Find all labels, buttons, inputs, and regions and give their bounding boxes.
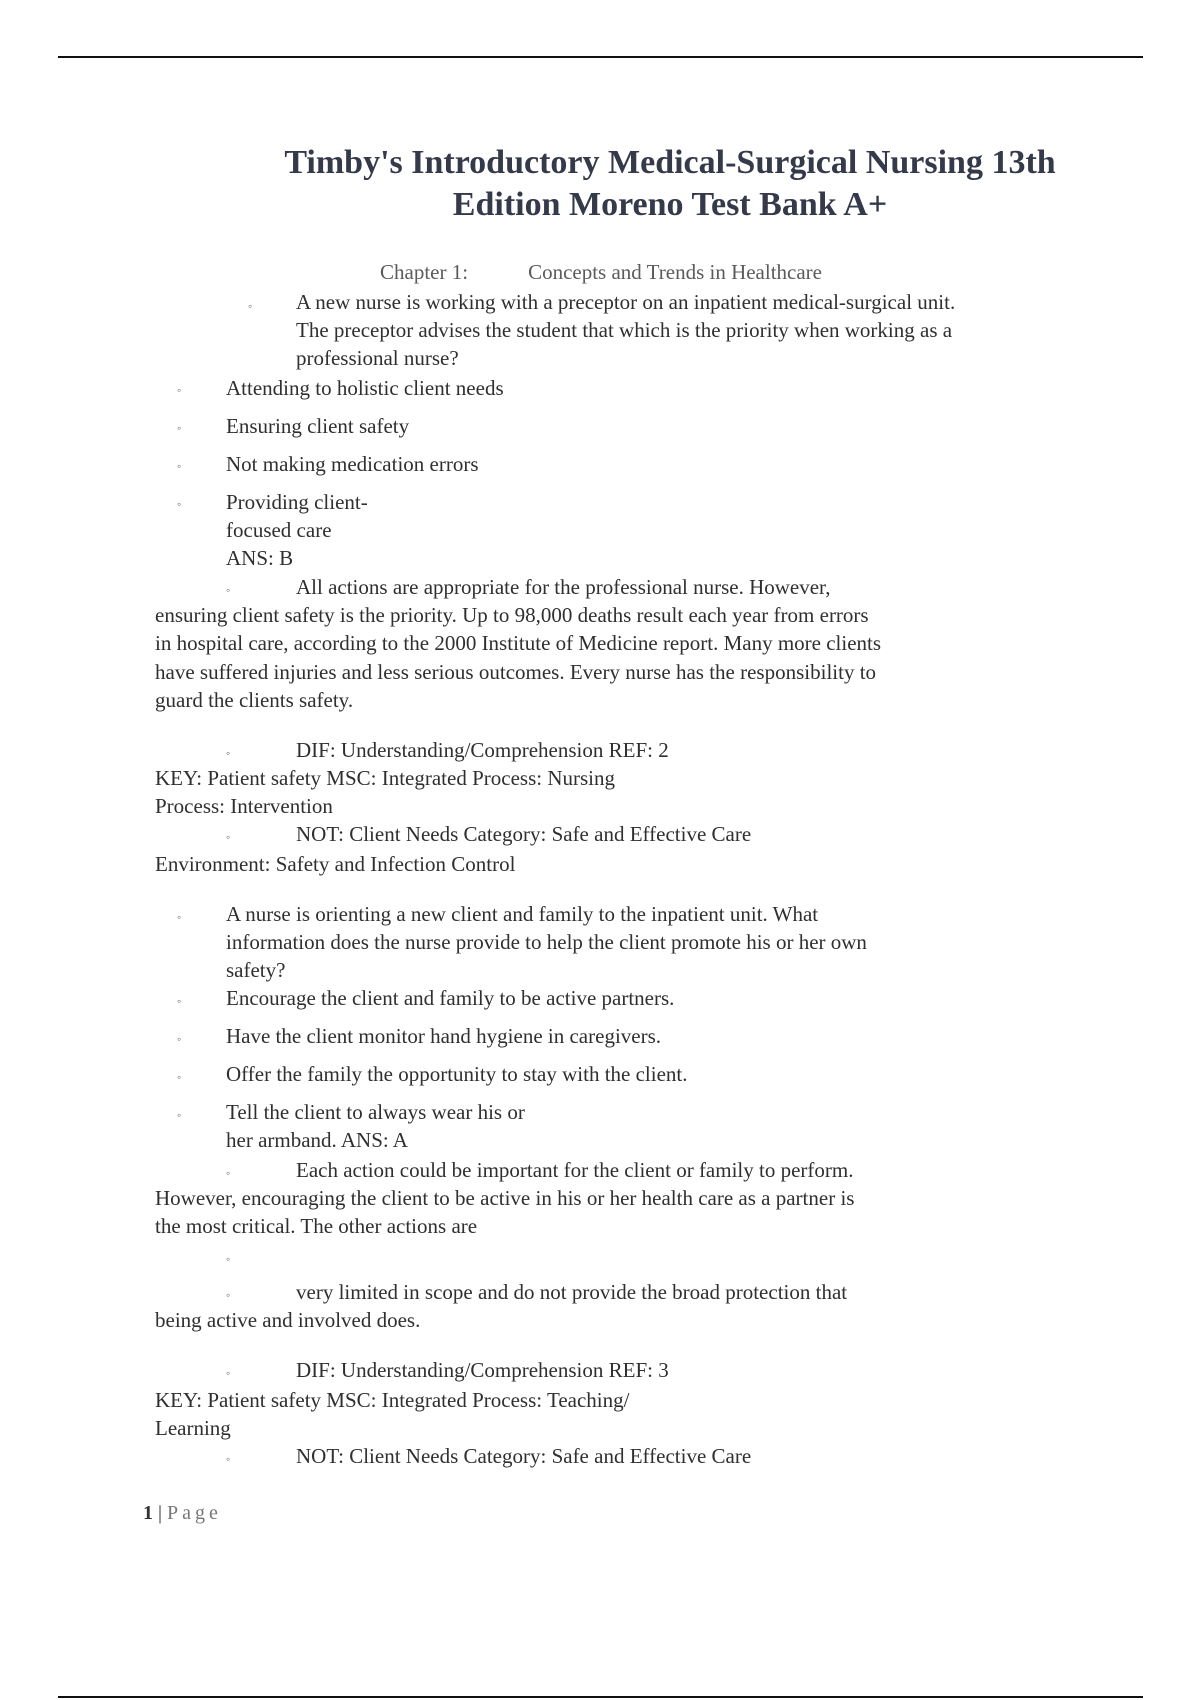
q2-stem-line: safety? <box>226 958 286 982</box>
q2-option-c: Offer the family the opportunity to stay with the client. <box>226 1062 688 1086</box>
bullet-icon: ◦ <box>226 1252 231 1266</box>
footer-rule <box>58 1696 1143 1698</box>
bullet-icon: ◦ <box>177 910 182 924</box>
chapter-label: Chapter 1: <box>380 260 469 284</box>
q1-key: Process: Intervention <box>155 794 333 818</box>
bullet-icon: ◦ <box>226 1288 231 1302</box>
q2-option-d: Tell the client to always wear his or <box>226 1100 525 1124</box>
q1-rationale-line: ensuring client safety is the priority. Up to 98,000 deaths result each year from errors <box>155 603 869 627</box>
bullet-icon: ◦ <box>177 1070 182 1084</box>
page-number: 1 <box>143 1502 153 1524</box>
bullet-icon: ◦ <box>177 497 182 511</box>
q2-option-a: Encourage the client and family to be active partners. <box>226 986 675 1010</box>
q2-rationale-line: the most critical. The other actions are <box>155 1214 478 1238</box>
bullet-icon: ◦ <box>226 1366 231 1380</box>
q1-dif: DIF: Understanding/Comprehension REF: 2 <box>296 738 669 762</box>
q1-option-c: Not making medication errors <box>226 452 479 476</box>
q2-not: NOT: Client Needs Category: Safe and Effective Care <box>296 1444 752 1468</box>
q2-key: KEY: Patient safety MSC: Integrated Process: Teaching/ <box>155 1388 630 1412</box>
bullet-icon: ◦ <box>226 1166 231 1180</box>
q2-rationale-line: Each action could be important for the client or family to perform. <box>296 1158 854 1182</box>
bullet-icon: ◦ <box>177 459 182 473</box>
q1-answer: ANS: B <box>226 546 294 570</box>
q2-rationale-line: very limited in scope and do not provide the broad protection that <box>296 1280 848 1304</box>
bullet-icon: ◦ <box>177 994 182 1008</box>
bullet-icon: ◦ <box>226 583 231 597</box>
document-title <box>240 142 1100 226</box>
q1-key: KEY: Patient safety MSC: Integrated Process: Nursing <box>155 766 616 790</box>
q2-stem-line: A nurse is orienting a new client and family to the inpatient unit. What <box>226 902 819 926</box>
q2-answer: her armband. ANS: A <box>226 1128 408 1152</box>
title-line: Edition Moreno Test Bank A+ <box>452 186 888 223</box>
q1-stem-line: The preceptor advises the student that which is the priority when working as a <box>296 318 953 342</box>
bullet-icon: ◦ <box>248 299 253 313</box>
q1-option-a: Attending to holistic client needs <box>226 376 504 400</box>
q1-stem-line: professional nurse? <box>296 346 459 370</box>
q1-not: Environment: Safety and Infection Control <box>155 852 516 876</box>
q2-option-b: Have the client monitor hand hygiene in caregivers. <box>226 1024 662 1048</box>
q2-rationale-line: being active and involved does. <box>155 1308 421 1332</box>
q1-option-b: Ensuring client safety <box>226 414 410 438</box>
header-rule <box>58 56 1143 58</box>
bullet-icon: ◦ <box>177 421 182 435</box>
q1-not: NOT: Client Needs Category: Safe and Effective Care <box>296 822 752 846</box>
bullet-icon: ◦ <box>226 746 231 760</box>
bullet-icon: ◦ <box>177 1032 182 1046</box>
page-footer <box>143 1502 222 1525</box>
q2-rationale-line: However, encouraging the client to be active in his or her health care as a partner is <box>155 1186 855 1210</box>
bullet-icon: ◦ <box>226 830 231 844</box>
q2-dif: DIF: Understanding/Comprehension REF: 3 <box>296 1358 669 1382</box>
bullet-icon: ◦ <box>177 1108 182 1122</box>
page-separator: | <box>158 1502 163 1524</box>
bullet-icon: ◦ <box>226 1452 231 1466</box>
q1-rationale-line: have suffered injuries and less serious outcomes. Every nurse has the responsibility to <box>155 660 877 684</box>
page-label: Page <box>167 1502 222 1524</box>
q1-rationale-line: in hospital care, according to the 2000 Institute of Medicine report. Many more clients <box>155 631 882 655</box>
q1-option-d-cont: focused care <box>226 518 332 542</box>
q2-key: Learning <box>155 1416 231 1440</box>
title-line: Timby's Introductory Medical-Surgical Nursing 13th <box>284 144 1056 181</box>
q1-option-d: Providing client- <box>226 490 368 514</box>
chapter-heading <box>380 260 822 285</box>
q1-rationale-line: guard the clients safety. <box>155 688 354 712</box>
bullet-icon: ◦ <box>177 383 182 397</box>
q1-stem-line: A new nurse is working with a preceptor on an inpatient medical-surgical unit. <box>296 290 956 314</box>
q2-stem-line: information does the nurse provide to help the client promote his or her own <box>226 930 867 954</box>
q1-rationale-line: All actions are appropriate for the professional nurse. However, <box>296 575 831 599</box>
chapter-name: Concepts and Trends in Healthcare <box>528 260 823 284</box>
